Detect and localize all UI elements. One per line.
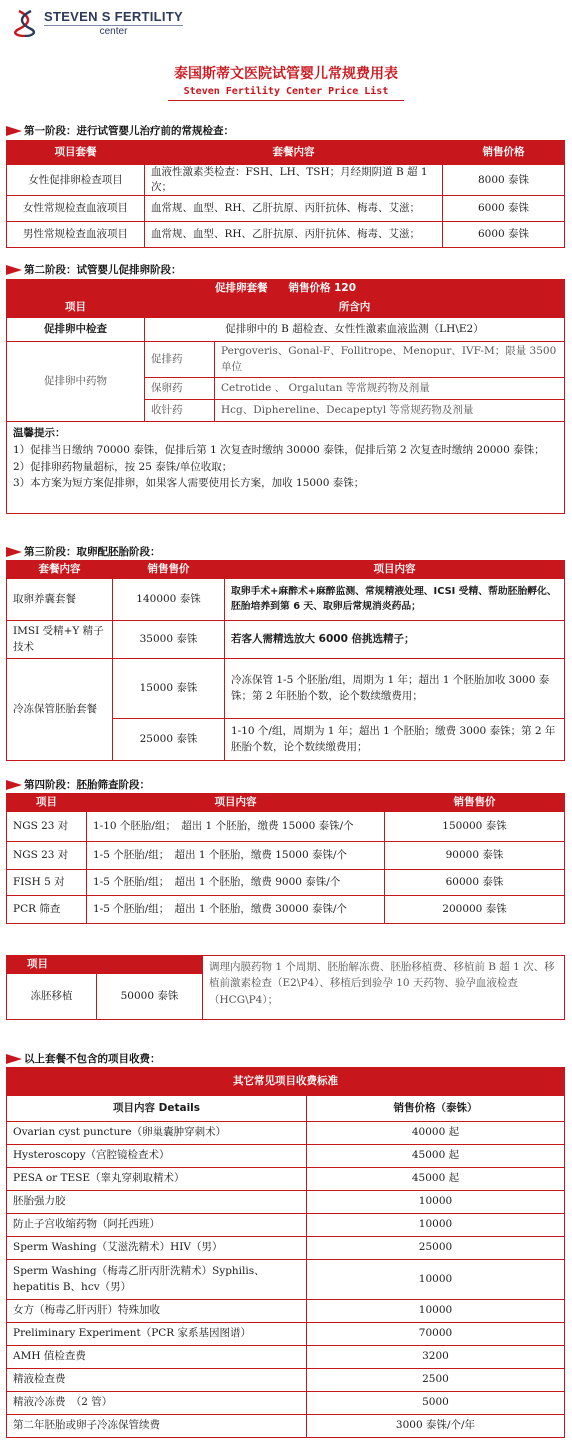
red-arrow-icon: [6, 780, 22, 790]
table-header: 项目: [7, 298, 145, 318]
others-table: [6, 1067, 565, 1438]
table-row: 冷冻保管胚胎套餐 15000 泰铢 冷冻保管 1-5 个胚胎/组，周期为 1 年；超出 1 个胚胎加收 3000 泰铢；第 2 年胚胎个数，论个数续缴费用；: [7, 659, 565, 719]
table-row: IMSI 受精+Y 精子技术 35000 泰铢 若客人需精选放大 6000 倍挑选精子；: [7, 621, 565, 659]
stage1-heading: [6, 123, 234, 138]
stage2-heading-text: 第二阶段：试管婴儿促排卵阶段：: [24, 264, 182, 276]
table-header: 销售价格: [443, 141, 565, 165]
table-row: 男性常规检查血液项目 血常规、血型、RH、乙肝抗原、丙肝抗体、梅毒、艾滋； 6000 泰铢: [7, 222, 565, 248]
table-row: FISH 5 对 1-5 个胚胎/组； 超出 1 个胚胎，缴费 9000 泰铢/个 60000 泰铢: [7, 870, 565, 896]
table-row: 胚胎强力胶 10000: [7, 1191, 565, 1214]
table-row: 收针药 Hcg、Diphereline、Decapeptyl 等常规药物及剂量: [7, 400, 565, 422]
stage4-table: [6, 793, 565, 924]
table-row: 保卵药 Cetrotide 、 Orgalutan 等常规药物及剂量: [7, 378, 565, 400]
table-header: 项目: [7, 956, 97, 974]
others-banner: 其它常见项目收费标准: [7, 1068, 565, 1096]
table-row: 25000 泰铢 1-10 个/组，周期为 1 年；超出 1 个胚胎；缴费 3000 泰铢；第 2 年胚胎个数，论个数续缴费用；: [7, 719, 565, 761]
red-arrow-icon: [6, 547, 22, 557]
page-subtitle: Steven Fertility Center Price List: [168, 86, 404, 101]
table-row: Preliminary Experiment（PCR 家系基因图谱） 70000: [7, 1323, 565, 1346]
stage2-table: [6, 279, 565, 514]
others-heading: [6, 1051, 161, 1066]
stage3-heading: [6, 544, 161, 559]
transfer-label: 冻胚移植: [7, 974, 97, 1020]
table-header: 销售价格（泰铢）: [307, 1096, 565, 1122]
table-header: 项目套餐: [7, 141, 145, 165]
table-header: 套餐内容: [7, 561, 113, 579]
table-row: 防止子宫收缩药物（阿托西班） 10000: [7, 1214, 565, 1237]
stage4-heading-text: 第四阶段：胚胎筛查阶段：: [24, 779, 150, 791]
table-row: 女方（梅毒乙肝丙肝）特殊加收 10000: [7, 1300, 565, 1323]
table-row: 精液检查费 2500: [7, 1369, 565, 1392]
table-header: 项目内容 Details: [7, 1096, 307, 1122]
stage3-table: [6, 560, 565, 761]
page-title: 泰国斯蒂文医院试管婴儿常规费用表: [174, 66, 398, 82]
notes-row: [7, 422, 565, 514]
note-item: 3）本方案为短方案促排卵，如果客人需要使用长方案，加收 15000 泰铢；: [13, 477, 365, 490]
table-header: 项目内容: [225, 561, 565, 579]
table-row: Hysteroscopy（宫腔镜检查术） 45000 起: [7, 1145, 565, 1168]
table-row: 促排卵中药物 促排药 Pergoveris、Gonal-F、Follitrope、Menopur、IVF-M；限量 3500 单位: [7, 342, 565, 378]
note-item: 2）促排卵药物量超标，按 25 泰铢/单位收取；: [13, 460, 233, 473]
table-row: Sperm Washing（艾滋洗精术）HIV（男） 25000: [7, 1237, 565, 1260]
table-row: 女性促排卵检查项目 血液性激素类检查：FSH、LH、TSH；月经期阴道 B 超 1 次； 8000 泰铢: [7, 165, 565, 196]
stage1-heading-text: 第一阶段：进行试管婴儿治疗前的常规检查：: [24, 125, 234, 137]
table-row: 精液冷冻费 （2 管） 5000: [7, 1392, 565, 1415]
note-item: 1）促排当日缴纳 70000 泰铢，促排后第 1 次复查时缴纳 30000 泰铢，促排后第 2 次复查时缴纳 20000 泰铢；: [13, 443, 545, 456]
table-row: 第二年胚胎或卵子冷冻保管续费 3000 泰铢/个/年: [7, 1415, 565, 1438]
stage1-table: [6, 140, 565, 248]
table-row: AMH 值检查费 3200: [7, 1346, 565, 1369]
table-row: 女性常规检查血液项目 血常规、血型、RH、乙肝抗原、丙肝抗体、梅毒、艾滋； 6000 泰铢: [7, 196, 565, 222]
logo: [12, 6, 183, 40]
red-arrow-icon: [6, 265, 22, 275]
transfer-price: 50000 泰铢: [97, 974, 203, 1020]
logo-dna-icon: [12, 9, 38, 37]
table-row: PESA or TESE（睾丸穿刺取精术） 45000 起: [7, 1168, 565, 1191]
stage4-heading: [6, 777, 150, 792]
table-row: Sperm Washing（梅毒乙肝丙肝洗精术）Syphilis、hepatitis B、hcv（男） 10000: [7, 1260, 565, 1300]
table-row: 取卵养囊套餐 140000 泰铢 取卵手术+麻醉术+麻醉监测、常规精液处理、ICSI 受精、帮助胚胎孵化、胚胎培养到第 6 天、取卵后常规消炎药品；: [7, 579, 565, 621]
notes-title: 温馨提示：: [13, 427, 66, 439]
table-header: 所含内: [145, 298, 565, 318]
stage2-heading: [6, 262, 182, 277]
table-row: 促排卵中检查 促排卵中的 B 超检查、女性性激素血液监测（LH\E2）: [7, 318, 565, 342]
stage3-heading-text: 第三阶段：取卵配胚胎阶段：: [24, 546, 161, 558]
red-arrow-icon: [6, 1054, 22, 1064]
transfer-table: [6, 955, 565, 1020]
table-header: 项目内容: [87, 794, 385, 812]
transfer-content: 调理内膜药物 1 个周期、胚胎解冻费、胚胎移植费、移植前 B 超 1 次、移植前激素检查（E2\P4）、移植后到验孕 10 天药物、验孕血液检查（HCG\P4）；: [203, 956, 565, 1020]
table-row: NGS 23 对 1-10 个胚胎/组； 超出 1 个胚胎，缴费 15000 泰铢/个 150000 泰铢: [7, 812, 565, 842]
logo-subtitle: center: [44, 25, 183, 37]
table-header: 套餐内容: [145, 141, 443, 165]
table-row: Ovarian cyst puncture（卵巢囊肿穿刺术） 40000 起: [7, 1122, 565, 1145]
stage2-banner: 促排卵套餐 销售价格 120: [7, 280, 565, 298]
table-row: NGS 23 对 1-5 个胚胎/组； 超出 1 个胚胎，缴费 15000 泰铢/个 90000 泰铢: [7, 842, 565, 870]
table-row: PCR 筛查 1-5 个胚胎/组； 超出 1 个胚胎，缴费 30000 泰铢/个 200000 泰铢: [7, 896, 565, 924]
logo-title: STEVEN S FERTILITY: [44, 8, 184, 24]
table-header: 销售售价: [385, 794, 565, 812]
table-header: 销售售价: [113, 561, 225, 579]
others-heading-text: 以上套餐不包含的项目收费：: [24, 1053, 161, 1065]
red-arrow-icon: [6, 126, 22, 136]
table-header: 项目: [7, 794, 87, 812]
